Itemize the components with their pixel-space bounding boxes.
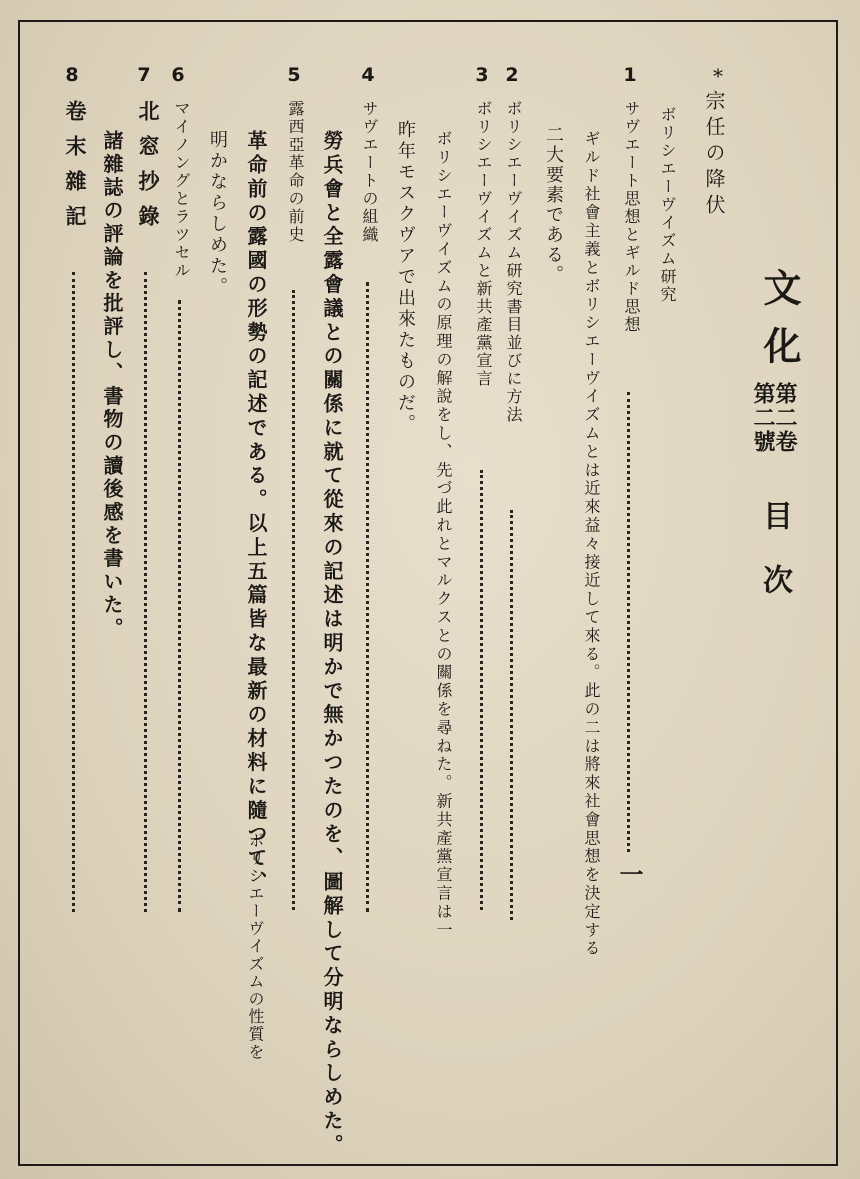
volume-label: 第二卷 — [772, 382, 798, 454]
entry-description: 革命前の露國の形勢の記述である。以上五篇皆な最新の材料に隨つて、 — [244, 130, 268, 895]
magazine-title: 文化 — [757, 268, 802, 384]
feature-title: 宗任の降伏 — [702, 90, 726, 220]
entry-title: サヴエートの組織 — [360, 100, 379, 244]
contents-label: 目次 — [757, 500, 792, 628]
entry-description-cont: 明かならしめた。 — [207, 130, 228, 298]
entry-description-cont: 二大要素である。 — [543, 125, 564, 285]
entry-description: ギルド社會主義とボリシエーヴイズムとは近來益々接近して來る。此の二は將來社會思想を決定する — [582, 130, 601, 958]
entry-number: 2 — [505, 64, 519, 86]
leader-dots — [627, 392, 632, 852]
entry-title: 卷末雜記 — [63, 100, 88, 240]
entry-title: ボリシエーヴイズム研究書目並びに方法 — [504, 100, 523, 424]
leader-dots — [292, 290, 297, 910]
leader-dots — [178, 300, 183, 912]
entry-number: 8 — [65, 64, 79, 86]
entry-number: 4 — [361, 64, 375, 86]
entry-description-cont: ボリシエーヴイズムの性質を — [246, 832, 265, 1061]
entry-number: 6 — [171, 64, 185, 86]
entry-description: 諸雜誌の評論を批評し、書物の讀後感を書いた。 — [100, 130, 124, 641]
entry-description-cont: 昨年モスクヴアで出來たものだ。 — [395, 120, 416, 435]
entry-description: 勞兵會と全露會議との關係に就て從來の記述は明かで無かつたのを、圖解して分明ならしめた。 — [320, 130, 344, 1158]
entry-title: マイノングとラツセル — [172, 100, 191, 280]
entry-number: 1 — [623, 64, 637, 86]
feature-star: * — [706, 64, 730, 88]
leader-dots — [144, 272, 149, 912]
leader-dots — [72, 272, 77, 912]
entry-number: 3 — [475, 64, 489, 86]
page-number: 一 — [615, 862, 644, 886]
leader-dots — [480, 470, 485, 910]
issue-label: 第二號 — [750, 382, 776, 454]
leader-dots — [366, 282, 371, 912]
leader-dots — [510, 510, 515, 920]
entry-number: 7 — [137, 64, 151, 86]
entry-description: ボリシエーヴイズムの原理の解說をし、先づ此れとマルクスとの關係を尋ねた。新共產黨宣言は一 — [434, 130, 453, 940]
entry-number: 5 — [287, 64, 301, 86]
entry-title: 露西亞革命の前史 — [286, 100, 305, 244]
entry-title: 北窓抄錄 — [136, 100, 161, 240]
entry-title: ボリシエーヴイズムと新共產黨宣言 — [474, 100, 493, 388]
entry-title: サヴエート思想とギルド思想 — [622, 100, 641, 334]
section-heading: ボリシエーヴイズム研究 — [658, 106, 677, 304]
